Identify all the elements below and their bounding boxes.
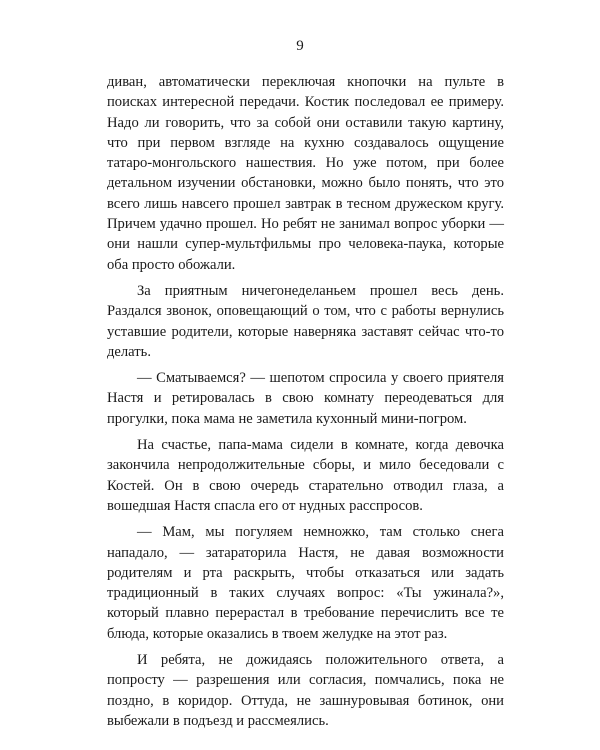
- page-number: 9: [296, 38, 304, 54]
- paragraph-5: — Мам, мы погуляем немножко, там столько снега нападало, — затараторила Настя, не давая возможности родителям и рта раскрыть, чтобы отказаться или задать традиционный в таких случаях вопрос: «Ты ужинала?», который плавно перерастал в требование перечислить все те блюда, которые оказались в твоем желудке на этот раз.: [107, 524, 504, 642]
- body-text: [107, 72, 504, 731]
- paragraph-3: — Сматываемся? — шепотом спросила у своего приятеля Настя и ретировалась в свою комнату переодеваться для прогулки, пока мама не заметила кухонный мини-погром.: [107, 370, 504, 427]
- paragraph-2: За приятным ничегонеделаньем прошел весь день. Раздался звонок, оповещающий о том, что с работы вернулись уставшие родители, которые наверняка заставят сейчас что-то делать.: [107, 282, 504, 360]
- paragraph-4: На счастье, папа-мама сидели в комнате, когда девочка закончила непродолжительные сборы, и мило беседовали с Костей. Он в свою очередь старательно отводил глаза, а вошедшая Настя спасла его от нудных расспросов.: [107, 437, 504, 514]
- paragraph-6: И ребята, не дожидаясь положительного ответа, а попросту — разрешения или согласия, помчались, пока не поздно, в коридор. Оттуда, не зашнуровывая ботинок, они выбежали в подъезд и рассмеялись.: [107, 652, 504, 729]
- paragraph-1: диван, автоматически переключая кнопочки на пульте в поисках интересной передачи. Костик последовал ее примеру. Надо ли говорить, что за собой они оставили такую картину, что при первом взгляде на кухню создавалось ощущение татаро-монгольского нашествия. Но уже потом, при более детальном изучении обстановки, можно было понять, что это всего лишь навсего прошел завтрак в тесном дружеском кругу. Причем удачно прошел. Но ребят не занимал вопрос уборки — они нашли супер-мультфильмы про человека-паука, которые оба просто обожали.: [107, 74, 504, 273]
